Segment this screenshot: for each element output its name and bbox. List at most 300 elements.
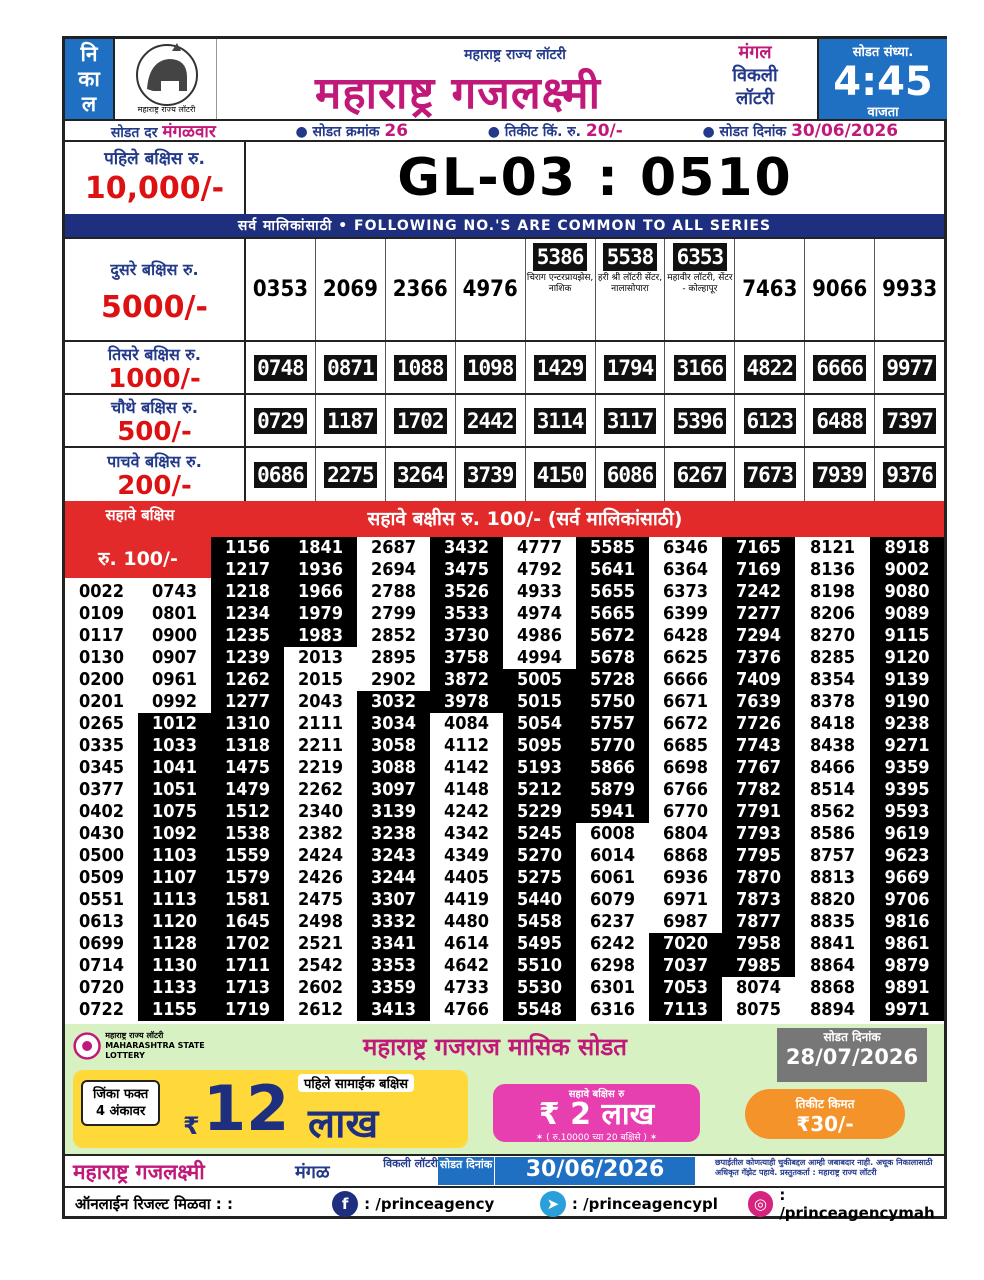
sixth-prize-number: 9619: [870, 823, 944, 845]
sixth-prize-number: 8835: [795, 911, 870, 933]
prize-number: 6353: [673, 243, 728, 271]
prize-number: 3114: [534, 408, 587, 434]
prize-number: 2275: [324, 462, 377, 488]
sixth-prize-number: 1841: [284, 537, 357, 559]
sixth-prize-number: 6346: [649, 537, 722, 559]
sixth-prize-number: 6316: [576, 999, 649, 1021]
prize-number: 3117: [604, 408, 657, 434]
sixth-prize-number: 5530: [503, 977, 576, 999]
sixth-prize-number: 0201: [65, 691, 138, 713]
sixth-prize-number: 9395: [870, 779, 944, 801]
sixth-prize-number: 6373: [649, 581, 722, 603]
sixth-prize-number: 1966: [284, 581, 357, 603]
sixth-prize-number: 0200: [65, 669, 138, 691]
sixth-prize-number: 3359: [357, 977, 430, 999]
weekly-label: मंगल विकली लॉटरी: [732, 42, 778, 109]
second-prize-row: दुसरे बक्षिस रु. 5000/- 0353 2069 2366 4976 5386 चिराग एन्टरप्रायझेस, नाशिक 5538 हरी श्री लॉटरी सेंटर, नालासोपारा 6353 महावीर लॉटरी, सेंटर - कोल्हापूर 7463 9066 9933: [65, 239, 944, 342]
sixth-prize-number: 9115: [870, 625, 944, 647]
sixth-prize-number: 8586: [795, 823, 870, 845]
prize-number: 6666: [813, 355, 866, 381]
prize-cell: [875, 448, 944, 501]
sixth-prize-number: 1475: [211, 757, 284, 779]
sixth-prize-number: 4405: [430, 867, 503, 889]
prize-cell: [386, 342, 456, 393]
sixth-prize-number: 3097: [357, 779, 430, 801]
prize-number: 6488: [813, 408, 866, 434]
lottery-seal-icon: [73, 1029, 101, 1063]
prize-number: 0686: [254, 462, 307, 488]
sixth-prize-number: 0801: [138, 603, 211, 625]
sixth-prize-number: 4142: [430, 757, 503, 779]
sixth-prize-number: 8206: [795, 603, 870, 625]
sixth-prize-number: 3432: [430, 537, 503, 559]
sixth-prize-number: 5750: [576, 691, 649, 713]
sixth-prize-number: 1277: [211, 691, 284, 713]
gajraj-draw-date: सोडत दिनांक 28/07/2026: [777, 1028, 927, 1082]
sixth-prize-number: 6079: [576, 889, 649, 911]
sixth-prize-number: 2687: [357, 537, 430, 559]
sixth-prize-number: 5757: [576, 713, 649, 735]
sixth-prize-number: 4642: [430, 955, 503, 977]
sixth-prize-number: 3475: [430, 559, 503, 581]
second-prize-cell: [246, 239, 316, 340]
sixth-prize-number: 7294: [722, 625, 795, 647]
sixth-prize-number: 3244: [357, 867, 430, 889]
prize-cell: [805, 448, 875, 501]
sixth-prize-number: 9359: [870, 757, 944, 779]
sixth-prize-number: 5941: [576, 801, 649, 823]
sixth-prize-number: 0961: [138, 669, 211, 691]
sixth-prize-number: 9238: [870, 713, 944, 735]
prize-cell: [386, 448, 456, 501]
sixth-prize-number: 1239: [211, 647, 284, 669]
sixth-prize-number: 1075: [138, 801, 211, 823]
sixth-prize-number: 6698: [649, 757, 722, 779]
sixth-prize-number: 8285: [795, 647, 870, 669]
sixth-prize-number: 1579: [211, 867, 284, 889]
facebook-link[interactable]: f : /princeagency: [332, 1191, 540, 1217]
agent-name: महावीर लॉटरी, सेंटर - कोल्हापूर: [667, 273, 733, 294]
sixth-prize-number: 5212: [503, 779, 576, 801]
sixth-prize-number: 0720: [65, 977, 138, 999]
sixth-prize-number: 2382: [284, 823, 357, 845]
sixth-prize-column: [138, 581, 211, 1021]
sixth-prize-number: 7020: [649, 933, 722, 955]
sixth-prize-amount: रु. 100/-: [65, 537, 211, 578]
sixth-prize-number: 7277: [722, 603, 795, 625]
sixth-prize-number: 7958: [722, 933, 795, 955]
sixth-prize-number: 1041: [138, 757, 211, 779]
ticket-price-badge: तिकीट किमत ₹30/-: [745, 1089, 905, 1139]
sixth-prize-number: 3341: [357, 933, 430, 955]
sixth-prize-number: 8438: [795, 735, 870, 757]
sixth-prize-number: 5440: [503, 889, 576, 911]
sixth-prize-number: 1719: [211, 999, 284, 1021]
sixth-prize-number: 1133: [138, 977, 211, 999]
sixth-prize-number: 1538: [211, 823, 284, 845]
sixth-prize-number: 1107: [138, 867, 211, 889]
sixth-prize-number: 6671: [649, 691, 722, 713]
third-prize-row: तिसरे बक्षिस रु. 1000/- 0748 0871 1088 1098 1429 1794 3166 4822 6666 9977: [65, 342, 944, 395]
sixth-prize-number: 8813: [795, 867, 870, 889]
prize-grid: [65, 237, 944, 499]
sixth-prize-number: 8074: [722, 977, 795, 999]
telegram-link[interactable]: ➤ : /princeagencypl: [540, 1191, 748, 1217]
second-prize-cell: [386, 239, 456, 340]
sixth-prize-number: 8136: [795, 559, 870, 581]
prize-cell: [805, 342, 875, 393]
sixth-prize-number: 3353: [357, 955, 430, 977]
prize-cell: [665, 448, 735, 501]
prize-number: 3739: [464, 462, 517, 488]
sixth-prize-number: 5585: [576, 537, 649, 559]
sixth-prize-number: 2521: [284, 933, 357, 955]
prize-number: 3264: [394, 462, 447, 488]
prize-number: 9933: [882, 277, 938, 302]
prize-number: 0748: [254, 355, 307, 381]
prize-cell: [386, 395, 456, 446]
sixth-prize-number: 8121: [795, 537, 870, 559]
sixth-prize-number: 5245: [503, 823, 576, 845]
sixth-prize-number: 9089: [870, 603, 944, 625]
sixth-prize-number: 5458: [503, 911, 576, 933]
sixth-prize-number: 5665: [576, 603, 649, 625]
prize-number: 7939: [813, 462, 866, 488]
sixth-prize-number: 6008: [576, 823, 649, 845]
sixth-prize-number: 0377: [65, 779, 138, 801]
prize-number: 4150: [534, 462, 587, 488]
sixth-prize-number: 6766: [649, 779, 722, 801]
sixth-prize-number: 9190: [870, 691, 944, 713]
prize-cell: [735, 342, 805, 393]
sixth-prize-number: 6242: [576, 933, 649, 955]
sixth-prize-number: 6971: [649, 889, 722, 911]
lottery-title: महाराष्ट्र गजलक्ष्मी: [314, 68, 602, 119]
sixth-prize-number: 9879: [870, 955, 944, 977]
agent-name: चिराग एन्टरप्रायझेस, नाशिक: [526, 273, 594, 294]
prize-cell: [596, 395, 666, 446]
prize-number: 2069: [322, 277, 378, 302]
sixth-prize-number: 8562: [795, 801, 870, 823]
prize-cell: [665, 342, 735, 393]
second-prize-cell: [526, 239, 596, 340]
sixth-prize-number: 5655: [576, 581, 649, 603]
sixth-prize-number: 4792: [503, 559, 576, 581]
sixth-prize-number: 9080: [870, 581, 944, 603]
second-prize-cell: [316, 239, 386, 340]
sixth-prize-number: 6936: [649, 867, 722, 889]
sixth-prize-number: 7782: [722, 779, 795, 801]
prize-cell: [526, 342, 596, 393]
telegram-icon: ➤: [540, 1191, 566, 1217]
disclaimer: छपाईतील कोणत्याही चुकीबद्दल आम्ही जबाबदार नाही. अचूक निकालासाठी अधिकृत गॅझेट पहावे. प्रस्तुतकर्ता : महाराष्ट्र राज्य लॉटरी: [715, 1158, 933, 1177]
sixth-prize-number: 1262: [211, 669, 284, 691]
sixth-prize-number: 7873: [722, 889, 795, 911]
sixth-prize-number: 1559: [211, 845, 284, 867]
prize-number: 4822: [744, 355, 797, 381]
sixth-prize-number: 5495: [503, 933, 576, 955]
sixth-prize-number: 5866: [576, 757, 649, 779]
sixth-prize-number: 5015: [503, 691, 576, 713]
sixth-prize-number: 5005: [503, 669, 576, 691]
sixth-prize-number: 2211: [284, 735, 357, 757]
sixth-prize-number: 1479: [211, 779, 284, 801]
sixth-prize-number: 7165: [722, 537, 795, 559]
sixth-prize-number: 9593: [870, 801, 944, 823]
sixth-prize-number: 9816: [870, 911, 944, 933]
sixth-prize-number: 7767: [722, 757, 795, 779]
sixth-prize-number: 2694: [357, 559, 430, 581]
sixth-prize-number: 0022: [65, 581, 138, 603]
sixth-prize-number: 6014: [576, 845, 649, 867]
sixth-prize-number: 1103: [138, 845, 211, 867]
sixth-prize-column: [503, 537, 576, 1021]
sixth-prize-number: 1218: [211, 581, 284, 603]
prize-number: 0729: [254, 408, 307, 434]
prize-number: 1702: [394, 408, 447, 434]
draw-time-box: सोडत संध्या. 4:45 वाजता: [817, 39, 947, 119]
sixth-prize-number: 7376: [722, 647, 795, 669]
sixth-prize-number: 5728: [576, 669, 649, 691]
sixth-prize-number: 9139: [870, 669, 944, 691]
sixth-prize-number: 5678: [576, 647, 649, 669]
sixth-prize-number: 4419: [430, 889, 503, 911]
sixth-prize-number: 0109: [65, 603, 138, 625]
prize-cell: [456, 342, 526, 393]
sixth-prize-number: 1979: [284, 603, 357, 625]
header-subtitle: महाराष्ट्र राज्य लॉटरी: [464, 47, 566, 63]
sixth-prize-column: [430, 537, 503, 1021]
sixth-prize-number: 6868: [649, 845, 722, 867]
prize-cell: [316, 448, 386, 501]
sixth-prize-number: 7242: [722, 581, 795, 603]
sixth-prize-number: 2013: [284, 647, 357, 669]
sixth-prize-number: 0345: [65, 757, 138, 779]
sixth-prize-number: 4349: [430, 845, 503, 867]
sixth-prize-column: [357, 537, 430, 1021]
prize-number: 1794: [604, 355, 657, 381]
sixth-prize-number: 3758: [430, 647, 503, 669]
prize-number: 0353: [252, 277, 308, 302]
gajraj-promo: [65, 1024, 944, 1154]
sixth-prize-column: [65, 581, 138, 1021]
sixth-prize-number: 2602: [284, 977, 357, 999]
sixth-prize-number: 1512: [211, 801, 284, 823]
sixth-prize-number: 4614: [430, 933, 503, 955]
sixth-prize-number: 3243: [357, 845, 430, 867]
sixth-prize-number: 7795: [722, 845, 795, 867]
sixth-prize-number: 5770: [576, 735, 649, 757]
sixth-prize-number: 4148: [430, 779, 503, 801]
sixth-prize-number: 2340: [284, 801, 357, 823]
sixth-prize-number: 8841: [795, 933, 870, 955]
sixth-prize-number: 3413: [357, 999, 430, 1021]
sixth-prize-number: 7791: [722, 801, 795, 823]
sixth-prize-number: 4933: [503, 581, 576, 603]
sixth-prize-number: 5275: [503, 867, 576, 889]
fourth-prize-row: चौथे बक्षिस रु. 500/- 0729 1187 1702 2442 3114 3117 5396 6123 6488 7397: [65, 395, 944, 448]
prize-cell: [526, 395, 596, 446]
sixth-prize-number: 6804: [649, 823, 722, 845]
prize-number: 3166: [674, 355, 727, 381]
sixth-prize-number: 9891: [870, 977, 944, 999]
sixth-prize-number: 1234: [211, 603, 284, 625]
sixth-prize-column: [649, 537, 722, 1021]
sixth-prize-number: 3332: [357, 911, 430, 933]
sixth-prize-column: [870, 537, 944, 1021]
prize-number: 1429: [534, 355, 587, 381]
prize-number: 6086: [604, 462, 657, 488]
sixth-prize-number: 7037: [649, 955, 722, 977]
sixth-prize-number: 2612: [284, 999, 357, 1021]
sixth-prize-number: 0265: [65, 713, 138, 735]
prize-cell: [246, 395, 316, 446]
sixth-prize-number: 9120: [870, 647, 944, 669]
sixth-prize-number: 0907: [138, 647, 211, 669]
sixth-prize-number: 1113: [138, 889, 211, 911]
sixth-prize-number: 8418: [795, 713, 870, 735]
two-lakh-badge: सहावे बक्षिस रु ₹ 2 लाख ✶ ( रु.10000 च्या 20 बक्षिसे ) ✶: [493, 1084, 700, 1142]
sixth-prize-number: 1936: [284, 559, 357, 581]
sixth-prize-number: 2498: [284, 911, 357, 933]
sixth-prize-number: 1318: [211, 735, 284, 757]
sixth-prize-number: 0714: [65, 955, 138, 977]
prize-cell: [875, 395, 944, 446]
sixth-prize-number: 4242: [430, 801, 503, 823]
prize-cell: [665, 395, 735, 446]
sixth-prize-number: 6364: [649, 559, 722, 581]
sixth-prize-number: 2895: [357, 647, 430, 669]
sixth-prize-number: 6399: [649, 603, 722, 625]
sixth-prize-number: 5193: [503, 757, 576, 779]
sixth-prize-number: 9861: [870, 933, 944, 955]
sixth-prize-number: 2219: [284, 757, 357, 779]
second-prize-cell: [735, 239, 805, 340]
sixth-prize-number: 2852: [357, 625, 430, 647]
sixth-prize-number: 2262: [284, 779, 357, 801]
sixth-prize-number: 2799: [357, 603, 430, 625]
prize-number: 5538: [603, 243, 658, 271]
prize-number: 5396: [674, 408, 727, 434]
common-series-band: सर्व मालिकांसाठी • FOLLOWING NO.'S ARE COMMON TO ALL SERIES: [65, 214, 944, 237]
sixth-prize-number: 1051: [138, 779, 211, 801]
sixth-prize-number: 2424: [284, 845, 357, 867]
sixth-prize-number: 1155: [138, 999, 211, 1021]
sixth-prize-number: 0430: [65, 823, 138, 845]
sixth-prize-number: 8378: [795, 691, 870, 713]
nikal-badge: नि का ल: [65, 39, 115, 119]
gajraj-title: महाराष्ट्र गजराज मासिक सोडत: [363, 1033, 627, 1061]
sixth-prize-number: 9669: [870, 867, 944, 889]
sixth-prize-number: 1713: [211, 977, 284, 999]
sixth-prize-number: 3139: [357, 801, 430, 823]
sixth-prize-number: 1711: [211, 955, 284, 977]
prize-cell: [596, 448, 666, 501]
prize-number: 7463: [742, 277, 798, 302]
sixth-prize-number: 2902: [357, 669, 430, 691]
first-prize-label: पहिले बक्षिस रु. 10,000/-: [65, 142, 246, 214]
sixth-prize-number: 0402: [65, 801, 138, 823]
sixth-prize-number: 6685: [649, 735, 722, 757]
prize-number: 6267: [674, 462, 727, 488]
sixth-prize-number: 1310: [211, 713, 284, 735]
sixth-prize-number: 1581: [211, 889, 284, 911]
sixth-prize-number: 3238: [357, 823, 430, 845]
sixth-prize-number: 3872: [430, 669, 503, 691]
instagram-link[interactable]: ◎ : /princeagencymah: [748, 1186, 944, 1222]
sixth-prize-number: 4084: [430, 713, 503, 735]
sixth-prize-number: 5879: [576, 779, 649, 801]
sixth-prize-number: 4733: [430, 977, 503, 999]
prize-cell: [596, 342, 666, 393]
sixth-prize-number: 2043: [284, 691, 357, 713]
sixth-prize-number: 1130: [138, 955, 211, 977]
sixth-prize-number: 3032: [357, 691, 430, 713]
sixth-prize-number: 9706: [870, 889, 944, 911]
sixth-prize-number: 8868: [795, 977, 870, 999]
sixth-prize-number: 3034: [357, 713, 430, 735]
sixth-prize-number: 9002: [870, 559, 944, 581]
agent-name: हरी श्री लॉटरी सेंटर, नालासोपारा: [597, 273, 663, 294]
prize-number: 1187: [324, 408, 377, 434]
sixth-prize-number: 1128: [138, 933, 211, 955]
sixth-prize-number: 7985: [722, 955, 795, 977]
sixth-prize-number: 9271: [870, 735, 944, 757]
sixth-prize-number: 1156: [211, 537, 284, 559]
sixth-prize-number: 8270: [795, 625, 870, 647]
footer-bar: महाराष्ट्र गजलक्ष्मी मंगळ विकली लॉटरी सोडत दिनांक 30/06/2026 छपाईतील कोणत्याही चुकीबद्दल आम्ही जबाबदार नाही. अचूक निकालासाठी अधिकृत गॅझेट पहावे. प्रस्तुतकर्ता : महाराष्ट्र राज्य लॉटरी: [65, 1154, 944, 1186]
sixth-prize-number: 5095: [503, 735, 576, 757]
second-prize-cell: [596, 239, 666, 340]
sixth-prize-number: 9971: [870, 999, 944, 1021]
sixth-prize-header: सहावे बक्षिस सहावे बक्षीस रु. 100/- (सर्व मालिकांसाठी): [65, 501, 944, 537]
info-bar: सोडत दर मंगळवार ● सोडत क्रमांक 26 ● तिकीट किं. रु. 20/- ● सोडत दिनांक 30/06/2026: [65, 119, 944, 142]
result-sheet: [62, 36, 947, 1222]
sixth-prize-number: 5054: [503, 713, 576, 735]
sixth-prize-number: 0551: [65, 889, 138, 911]
sixth-prize-number: 8354: [795, 669, 870, 691]
sixth-prize-number: 3058: [357, 735, 430, 757]
sixth-prize-number: 2475: [284, 889, 357, 911]
sixth-prize-number: 5510: [503, 955, 576, 977]
sixth-prize-number: 8075: [722, 999, 795, 1021]
sixth-prize-number: 5641: [576, 559, 649, 581]
prize-number: 0871: [324, 355, 377, 381]
sixth-prize-number: 8466: [795, 757, 870, 779]
sixth-prize-number: 0722: [65, 999, 138, 1021]
instagram-icon: ◎: [748, 1191, 774, 1217]
sixth-prize-number: 5270: [503, 845, 576, 867]
draw-time: 4:45: [833, 59, 933, 105]
sixth-prize-number: 8894: [795, 999, 870, 1021]
sixth-prize-number: 2015: [284, 669, 357, 691]
prize-number: 9977: [883, 355, 936, 381]
sixth-prize-number: 6770: [649, 801, 722, 823]
sixth-prize-number: 1033: [138, 735, 211, 757]
elephant-emblem-icon: [117, 39, 217, 107]
sixth-prize-number: 1702: [211, 933, 284, 955]
prize-cell: [805, 395, 875, 446]
prize-cell: [875, 342, 944, 393]
sixth-prize-column: [211, 537, 284, 1021]
sixth-prize-number: 6298: [576, 955, 649, 977]
sixth-prize-column: [576, 537, 649, 1021]
prize-cell: [735, 395, 805, 446]
sixth-prize-number: 4112: [430, 735, 503, 757]
prize-cell: [456, 395, 526, 446]
sixth-prize-number: 6625: [649, 647, 722, 669]
sixth-prize-number: 6428: [649, 625, 722, 647]
